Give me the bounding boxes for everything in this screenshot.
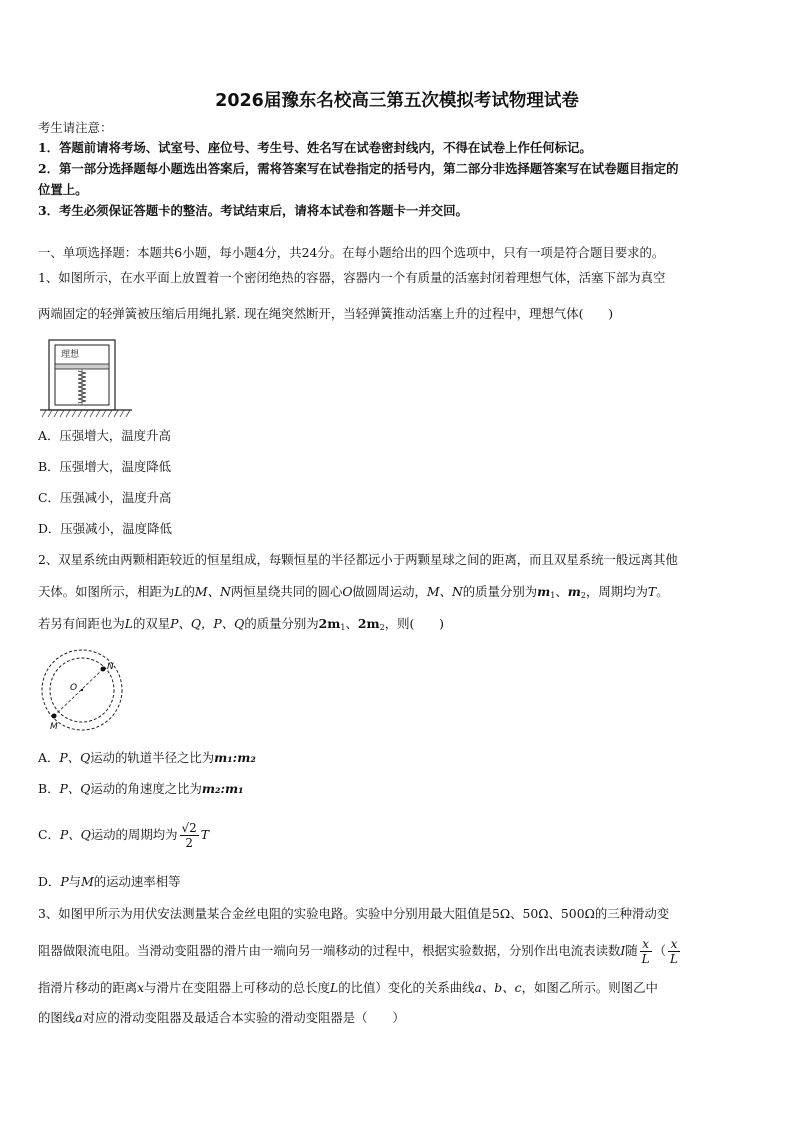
q2-option-a: A．P、Q运动的轨道半径之比为m₁:m₂ <box>38 750 256 765</box>
q2-binary-star-figure <box>40 648 132 736</box>
q2-option-d: D．P与M的运动速率相等 <box>38 874 181 889</box>
q2-option-c-fraction: $\frac{√2}{2}$ <box>181 821 197 850</box>
q1-container-figure <box>38 337 134 421</box>
q1-gas-label: 理想 <box>61 350 80 360</box>
q2-stem-line-3: 若另有间距也为L的双星P、Q，P、Q的质量分别为$2m_1$、$2m_2$，则( ) <box>38 616 444 632</box>
q2-label-o: O <box>70 683 78 693</box>
q1-stem-line-1: 1、如图所示，在水平面上放置着一个密闭绝热的容器，容器内一个有质量的活塞封闭着理想气体，活塞下部为真空 <box>38 270 666 285</box>
q3-fraction-1: $\frac{x}{L}$ <box>641 937 650 966</box>
q3-stem-line-3: 指滑片移动的距离x与滑片在变阻器上可移动的总长度L的比值）变化的关系曲线a、b、c，如图乙所示。则图乙中 <box>38 980 658 995</box>
q1-option-c: C．压强减小，温度升高 <box>38 490 172 505</box>
section-heading: 一、单项选择题：本题共6小题，每小题4分，共24分。在每小题给出的四个选项中，只有一项是符合题目要求的。 <box>38 245 665 260</box>
q2-option-c: C．P、Q运动的周期均为 $\frac{√2}{2}$ T <box>38 821 210 850</box>
q3-stem-line-1: 3、如图甲所示为用伏安法测量某合金丝电阻的实验电路。实验中分别用最大阻值是5Ω、50Ω、500Ω的三种滑动变 <box>38 906 670 921</box>
q1-stem-line-2: 两端固定的轻弹簧被压缩后用绳扎紧. 现在绳突然断开，当轻弹簧推动活塞上升的过程中，理想气体( ) <box>38 306 614 321</box>
notice-item-3: 3．考生必须保证答题卡的整洁。考试结束后，请将本试卷和答题卡一并交回。 <box>38 203 468 218</box>
q3-stem-line-4: 的图线a对应的滑动变阻器及最适合本实验的滑动变阻器是（ ） <box>38 1010 405 1025</box>
notice-item-2: 2．第一部分选择题每小题选出答案后，需将答案写在试卷指定的括号内，第二部分非选择题答案写在试卷题目指定的 <box>38 161 679 176</box>
q1-option-a: A．压强增大，温度升高 <box>38 428 171 443</box>
q1-option-b: B．压强增大，温度降低 <box>38 459 172 474</box>
q2-option-b: B．P、Q运动的角速度之比为m₂:m₁ <box>38 781 244 796</box>
q1-option-d: D．压强减小，温度降低 <box>38 521 172 536</box>
q3-stem-line-2: 阻器做限流电阻。当滑动变阻器的滑片由一端向另一端移动的过程中，根据实验数据，分别作出电流表读数I随 $\frac{x}{L}$ （ $\frac{x}{L}$ <box>38 937 678 966</box>
notice-item-1: 1．答题前请将考场、试室号、座位号、考生号、姓名写在试卷密封线内，不得在试卷上作任何标记。 <box>38 140 592 155</box>
q2-label-n: N <box>107 662 114 672</box>
notice-heading: 考生请注意： <box>38 120 113 135</box>
page-title: 2026届豫东名校高三第五次模拟考试物理试卷 <box>215 91 579 111</box>
notice-item-2-cont: 位置上。 <box>38 182 88 197</box>
q2-label-m: M <box>50 722 58 732</box>
q3-fraction-2: $\frac{x}{L}$ <box>670 937 678 966</box>
q2-stem-line-2: 天体。如图所示，相距为L的M、N两恒星绕共同的圆心O做圆周运动，M、N的质量分别为$m_1$、$m_2$，周期均为T。 <box>38 584 669 600</box>
q2-stem-line-1: 2、双星系统由两颗相距较近的恒星组成，每颗恒星的半径都远小于两颗星球之间的距离，而且双星系统一般远离其他 <box>38 552 678 567</box>
